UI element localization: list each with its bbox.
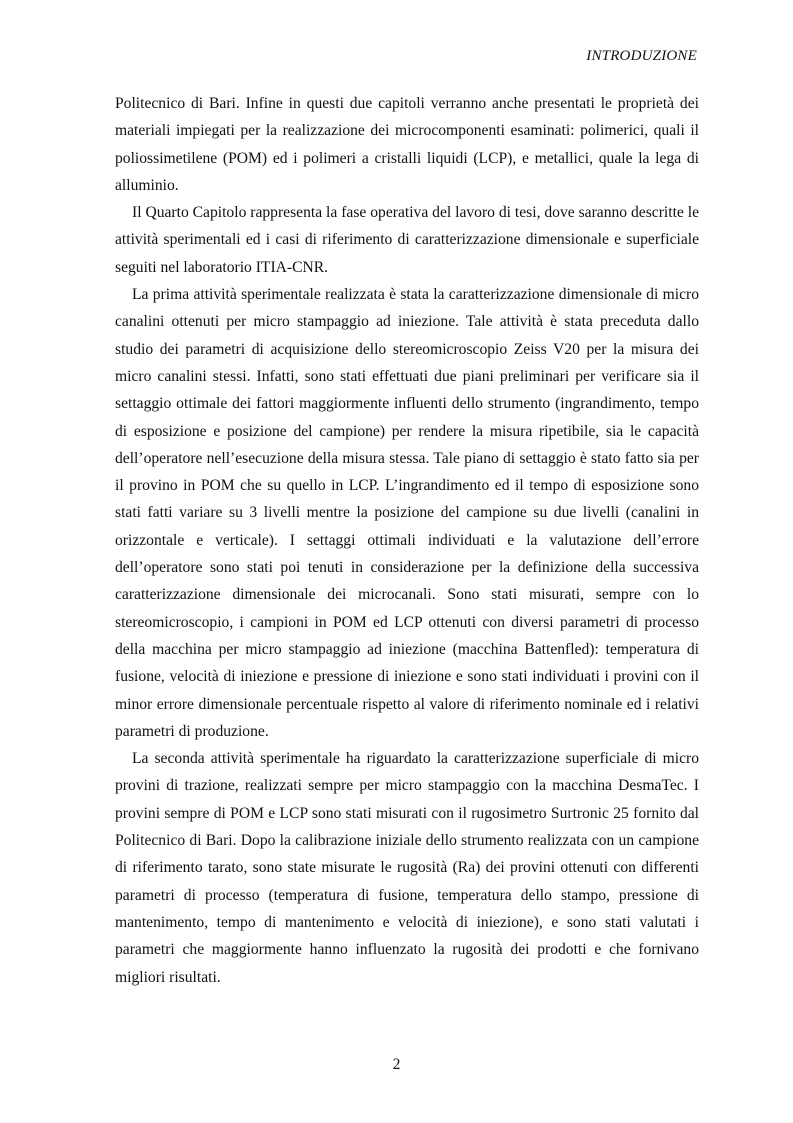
paragraph-2: Il Quarto Capitolo rappresenta la fase operativa del lavoro di tesi, dove saranno descritte le attività sperimentali ed i casi di riferimento di caratterizzazione dimensionale e superficiale seguiti nel laboratorio ITIA-CNR. xyxy=(115,204,699,276)
page-body xyxy=(115,90,699,991)
running-header: INTRODUZIONE xyxy=(586,48,697,64)
paragraph-3: La prima attività sperimentale realizzata è stata la caratterizzazione dimensionale di micro canalini ottenuti per micro stampaggio ad iniezione. Tale attività è stata preceduta dallo studio dei parametri di acquisizione dello stereomicroscopio Zeiss V20 per la misura dei micro canalini stessi. Infatti, sono stati effettuati due piani preliminari per verificare sia il settaggio ottimale dei fattori maggiormente influenti dello strumento (ingrandimento, tempo di esposizione e posizione del campione) per rendere la misura ripetibile, sia le capacità dell’operatore nell’esecuzione della misura stessa. Tale piano di settaggio è stato fatto sia per il provino in POM che su quello in LCP. L’ingrandimento ed il tempo di esposizione sono stati fatti variare su 3 livelli mentre la posizione del campione su due livelli (canalini in orizzontale e verticale). I settaggi ottimali individuati e la valutazione dell’errore dell’operatore sono stati poi tenuti in considerazione per la definizione della successiva caratterizzazione dimensionale dei microcanali. Sono stati misurati, sempre con lo stereomicroscopio, i campioni in POM ed LCP ottenuti con diversi parametri di processo della macchina per micro stampaggio ad iniezione (macchina Battenfled): temperatura di fusione, velocità di iniezione e pressione di iniezione e sono stati individuati i provini con il minor errore dimensionale percentuale rispetto al valore di riferimento nominale ed i relativi parametri di produzione. xyxy=(115,286,699,740)
paragraph-1: Politecnico di Bari. Infine in questi due capitoli verranno anche presentati le proprietà dei materiali impiegati per la realizzazione dei microcomponenti esaminati: polimerici, quali il poliossimetilene (POM) ed i polimeri a cristalli liquidi (LCP), e metallici, quale la lega di alluminio. xyxy=(115,95,699,194)
page-number: 2 xyxy=(392,1056,401,1073)
paragraph-4: La seconda attività sperimentale ha riguardato la caratterizzazione superficiale di micro provini di trazione, realizzati sempre per micro stampaggio con la macchina DesmaTec. I provini sempre di POM e LCP sono stati misurati con il rugosimetro Surtronic 25 fornito dal Politecnico di Bari. Dopo la calibrazione iniziale dello strumento realizzata con un campione di riferimento tarato, sono state misurate le rugosità (Ra) dei provini ottenuti con differenti parametri di processo (temperatura di fusione, temperatura dello stampo, pressione di mantenimento, tempo di mantenimento e velocità di iniezione), e sono stati valutati i parametri che maggiormente hanno influenzato la rugosità dei prodotti e che fornivano migliori risultati. xyxy=(115,750,699,986)
